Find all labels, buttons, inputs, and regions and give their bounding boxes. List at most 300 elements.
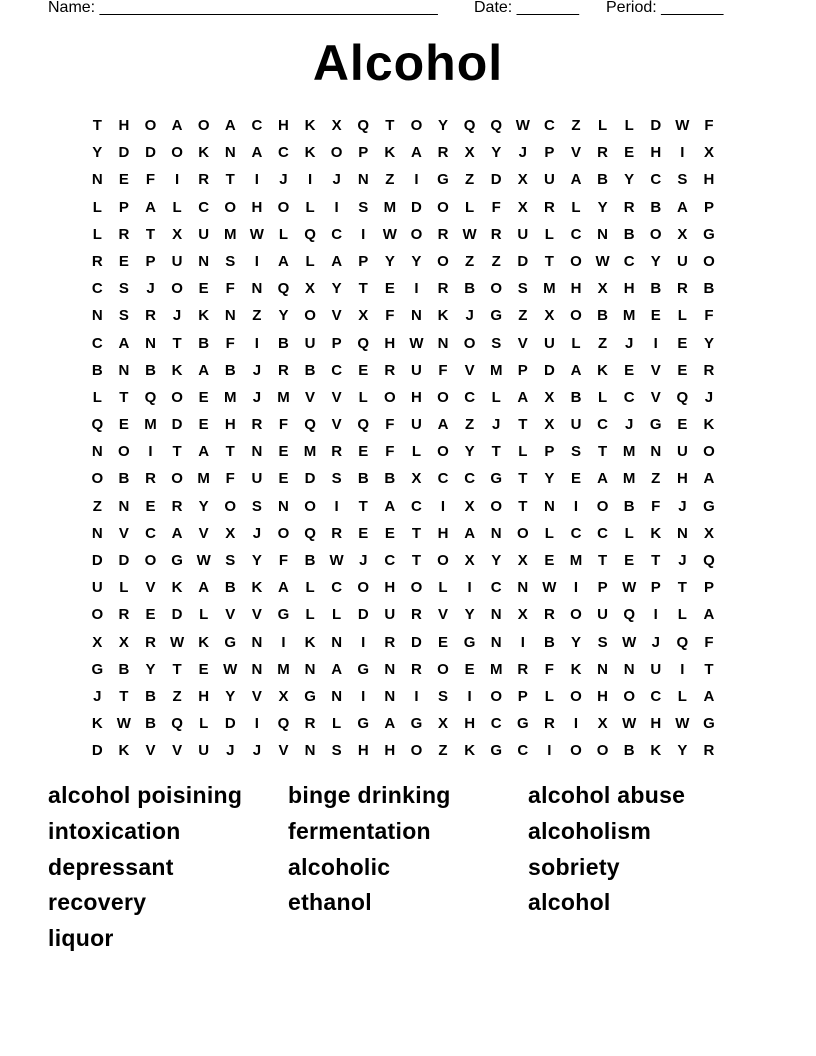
word-bank-item: recovery: [48, 889, 147, 916]
grid-letter: S: [225, 552, 236, 569]
grid-letter: U: [198, 225, 210, 243]
grid-letter: G: [490, 470, 503, 488]
grid-letter: R: [145, 307, 156, 325]
grid-letter: O: [410, 579, 423, 597]
grid-letter: O: [490, 497, 503, 515]
grid-letter: I: [174, 171, 180, 189]
word-bank-item: sobriety: [528, 853, 620, 880]
grid-letter: O: [118, 443, 130, 461]
grid-letter: E: [624, 144, 635, 162]
grid-letter: A: [118, 334, 130, 352]
grid-letter: H: [570, 280, 582, 298]
grid-letter: J: [465, 307, 474, 325]
grid-letter: T: [385, 117, 395, 134]
grid-letter: U: [597, 606, 608, 624]
grid-letter: A: [703, 470, 715, 488]
grid-letter: B: [224, 361, 236, 379]
grid-letter: T: [411, 524, 421, 542]
grid-letter: M: [224, 388, 237, 406]
grid-letter: V: [464, 361, 475, 379]
word-bank-item: depressant: [48, 853, 174, 880]
grid-letter: X: [305, 280, 316, 298]
grid-letter: R: [304, 715, 316, 733]
grid-letter: X: [278, 687, 289, 705]
grid-letter: I: [307, 171, 313, 189]
grid-letter: Q: [304, 524, 316, 542]
grid-letter: R: [145, 633, 156, 651]
grid-letter: I: [254, 252, 259, 270]
grid-letter: Q: [91, 416, 104, 434]
grid-letter: Q: [490, 117, 503, 134]
grid-letter: C: [464, 470, 476, 488]
grid-letter: R: [437, 225, 449, 243]
grid-letter: B: [570, 388, 582, 406]
grid-letter: J: [651, 633, 660, 651]
grid-letter: B: [304, 361, 316, 379]
grid-letter: R: [517, 660, 529, 678]
grid-letter: G: [490, 742, 503, 760]
grid-letter: R: [437, 280, 449, 298]
grid-letter: E: [384, 280, 395, 298]
grid-letter: C: [543, 117, 555, 134]
grid-letter: T: [172, 443, 182, 461]
grid-letter: S: [677, 171, 688, 189]
grid-letter: I: [680, 660, 685, 678]
grid-letter: N: [251, 633, 263, 651]
grid-letter: D: [224, 715, 236, 733]
grid-letter: A: [570, 361, 582, 379]
grid-letter: K: [304, 117, 316, 134]
grid-letter: K: [198, 144, 210, 162]
grid-letter: N: [251, 660, 263, 678]
grid-letter: O: [304, 307, 316, 325]
grid-letter: R: [171, 497, 183, 515]
grid-letter: H: [623, 280, 635, 298]
grid-letter: P: [358, 144, 369, 162]
grid-letter: G: [410, 715, 423, 733]
grid-letter: I: [573, 579, 579, 597]
grid-letter: G: [703, 497, 715, 515]
grid-letter: E: [384, 524, 395, 542]
grid-letter: C: [623, 388, 635, 406]
grid-letter: O: [330, 144, 343, 162]
grid-letter: O: [516, 524, 529, 542]
grid-letter: E: [570, 470, 581, 488]
grid-letter: H: [650, 144, 662, 162]
date-field: Date: _______: [474, 0, 579, 16]
grid-letter: L: [199, 715, 209, 733]
grid-letter: T: [92, 117, 102, 134]
grid-letter: E: [624, 552, 635, 569]
grid-letter: B: [384, 470, 396, 488]
grid-letter: R: [118, 606, 130, 624]
grid-letter: J: [625, 334, 634, 352]
grid-letter: J: [678, 552, 687, 569]
grid-letter: D: [304, 470, 316, 488]
word-bank-item: binge drinking: [288, 782, 451, 808]
grid-letter: N: [304, 660, 316, 678]
grid-letter: H: [384, 742, 396, 760]
grid-letter: Y: [145, 660, 156, 678]
grid-letter: L: [332, 715, 342, 733]
grid-letter: L: [358, 388, 368, 406]
grid-letter: F: [438, 361, 448, 379]
grid-letter: U: [543, 334, 555, 352]
word-bank-item: fermentation: [288, 817, 431, 844]
grid-letter: E: [198, 660, 209, 678]
grid-letter: I: [467, 687, 472, 705]
grid-letter: Y: [225, 687, 236, 705]
grid-letter: I: [440, 497, 446, 515]
grid-letter: O: [383, 388, 396, 406]
grid-letter: M: [277, 660, 290, 678]
grid-letter: L: [677, 606, 687, 624]
grid-letter: V: [198, 524, 209, 542]
grid-letter: B: [543, 633, 555, 651]
grid-letter: Y: [438, 117, 449, 134]
grid-letter: E: [118, 252, 129, 270]
grid-letter: E: [278, 470, 289, 488]
grid-letter: B: [597, 307, 608, 325]
grid-letter: V: [145, 579, 156, 597]
grid-letter: A: [517, 388, 529, 406]
grid-letter: S: [438, 687, 449, 705]
grid-letter: Z: [465, 252, 475, 270]
grid-letter: N: [357, 171, 369, 189]
grid-letter: Z: [92, 497, 102, 515]
grid-letter: B: [118, 660, 130, 678]
grid-letter: J: [252, 388, 262, 406]
grid-letter: N: [278, 497, 289, 515]
grid-letter: I: [520, 633, 525, 651]
grid-letter: A: [411, 144, 422, 162]
grid-letter: D: [411, 198, 422, 216]
grid-letter: V: [650, 361, 661, 379]
grid-letter: W: [675, 117, 690, 134]
grid-letter: B: [91, 361, 103, 379]
grid-letter: O: [171, 470, 183, 488]
grid-letter: V: [251, 687, 262, 705]
grid-letter: X: [464, 552, 475, 569]
grid-letter: Q: [304, 416, 316, 434]
grid-letter: D: [411, 633, 422, 651]
grid-letter: O: [570, 687, 582, 705]
grid-letter: G: [171, 552, 183, 569]
grid-letter: M: [569, 552, 583, 569]
grid-letter: V: [251, 606, 262, 624]
grid-letter: E: [464, 660, 475, 678]
grid-letter: J: [359, 552, 368, 569]
grid-letter: B: [278, 334, 289, 352]
grid-letter: P: [650, 579, 661, 597]
grid-letter: U: [543, 171, 555, 189]
grid-letter: E: [677, 361, 688, 379]
grid-letter: J: [279, 171, 288, 189]
grid-letter: J: [625, 416, 634, 434]
grid-letter: E: [358, 524, 369, 542]
grid-letter: W: [116, 715, 131, 733]
grid-letter: X: [597, 715, 608, 733]
grid-letter: B: [597, 171, 608, 189]
grid-letter: O: [570, 606, 582, 624]
grid-letter: O: [410, 117, 423, 134]
grid-letter: C: [251, 117, 263, 134]
grid-letter: O: [171, 280, 183, 298]
grid-letter: O: [171, 144, 183, 162]
grid-letter: N: [543, 497, 555, 515]
grid-letter: O: [304, 497, 316, 515]
grid-letter: G: [304, 687, 316, 705]
grid-letter: X: [517, 171, 528, 189]
grid-letter: D: [118, 144, 130, 162]
grid-letter: T: [518, 416, 528, 434]
grid-letter: X: [517, 552, 528, 569]
grid-letter: X: [597, 280, 608, 298]
grid-letter: A: [676, 198, 688, 216]
grid-letter: O: [410, 742, 423, 760]
grid-letter: X: [544, 307, 555, 325]
grid-letter: R: [703, 742, 715, 760]
grid-letter: T: [597, 552, 608, 569]
grid-letter: A: [198, 579, 210, 597]
grid-letter: N: [650, 443, 662, 461]
grid-letter: L: [92, 225, 102, 243]
grid-letter: Y: [570, 633, 581, 651]
word-bank-item: alcoholic: [288, 853, 391, 880]
grid-letter: Z: [172, 687, 182, 705]
grid-letter: M: [383, 198, 397, 216]
grid-letter: R: [543, 606, 555, 624]
grid-letter: X: [92, 633, 103, 651]
grid-letter: O: [437, 443, 449, 461]
grid-letter: E: [624, 361, 635, 379]
grid-letter: L: [544, 524, 554, 542]
grid-letter: V: [438, 606, 449, 624]
grid-letter: A: [703, 687, 715, 705]
grid-letter: O: [224, 198, 237, 216]
grid-letter: E: [438, 633, 449, 651]
grid-letter: B: [357, 470, 369, 488]
grid-letter: A: [597, 470, 608, 488]
grid-letter: O: [437, 552, 449, 569]
grid-letter: H: [384, 579, 396, 597]
grid-letter: S: [331, 742, 342, 760]
grid-letter: I: [254, 715, 259, 733]
grid-letter: Y: [278, 307, 289, 325]
grid-letter: C: [278, 144, 289, 162]
grid-letter: P: [358, 252, 369, 270]
grid-letter: G: [490, 307, 503, 325]
grid-letter: Y: [331, 280, 342, 298]
grid-letter: N: [676, 524, 688, 542]
grid-letter: E: [677, 334, 688, 352]
grid-letter: X: [464, 497, 475, 515]
word-bank-item: intoxication: [48, 817, 181, 844]
grid-letter: T: [358, 497, 368, 515]
grid-letter: O: [224, 497, 237, 515]
grid-letter: Z: [465, 171, 475, 189]
grid-letter: H: [650, 715, 662, 733]
grid-letter: L: [597, 388, 608, 406]
grid-letter: J: [93, 687, 102, 705]
grid-letter: L: [92, 198, 102, 216]
grid-letter: R: [543, 715, 555, 733]
grid-letter: I: [414, 687, 419, 705]
grid-letter: X: [703, 144, 714, 162]
grid-letter: J: [252, 524, 262, 542]
grid-letter: Y: [624, 171, 635, 189]
grid-letter: K: [597, 361, 608, 379]
grid-letter: N: [91, 171, 103, 189]
grid-letter: A: [331, 252, 343, 270]
grid-letter: O: [171, 388, 183, 406]
grid-letter: B: [464, 280, 476, 298]
grid-letter: R: [145, 470, 156, 488]
grid-letter: R: [118, 225, 130, 243]
grid-letter: A: [278, 579, 289, 597]
grid-letter: P: [544, 144, 555, 162]
grid-letter: W: [249, 225, 264, 243]
grid-letter: O: [490, 280, 503, 298]
grid-letter: R: [331, 524, 343, 542]
grid-letter: C: [437, 470, 449, 488]
grid-letter: S: [491, 334, 502, 352]
grid-letter: Y: [650, 252, 661, 270]
grid-letter: R: [490, 225, 502, 243]
grid-letter: W: [595, 252, 610, 270]
grid-letter: E: [278, 443, 289, 461]
grid-letter: G: [703, 225, 715, 243]
grid-letter: X: [411, 470, 422, 488]
grid-letter: L: [199, 606, 209, 624]
grid-letter: Q: [357, 416, 370, 434]
grid-letter: P: [703, 579, 714, 597]
grid-letter: N: [411, 307, 422, 325]
grid-letter: C: [517, 742, 529, 760]
grid-letter: Y: [411, 252, 422, 270]
grid-letter: B: [145, 361, 156, 379]
grid-letter: S: [358, 198, 369, 216]
grid-letter: U: [384, 606, 396, 624]
grid-letter: D: [91, 552, 103, 569]
grid-letter: N: [331, 687, 343, 705]
grid-letter: E: [198, 280, 209, 298]
word-bank-item: alcohol poisining: [48, 782, 243, 808]
grid-letter: P: [544, 443, 555, 461]
grid-letter: D: [650, 117, 662, 134]
grid-letter: R: [198, 171, 210, 189]
grid-letter: B: [224, 579, 236, 597]
grid-letter: L: [305, 579, 315, 597]
grid-letter: E: [358, 361, 369, 379]
page-title: Alcohol: [312, 35, 504, 91]
grid-letter: L: [677, 687, 687, 705]
grid-letter: L: [305, 252, 315, 270]
grid-letter: O: [596, 742, 609, 760]
grid-letter: K: [198, 633, 210, 651]
grid-letter: C: [331, 579, 343, 597]
grid-letter: I: [573, 715, 579, 733]
grid-letter: R: [411, 606, 422, 624]
grid-letter: N: [251, 280, 263, 298]
grid-letter: R: [437, 144, 449, 162]
grid-letter: S: [225, 252, 236, 270]
grid-letter: Z: [385, 171, 395, 189]
grid-letter: S: [570, 443, 581, 461]
grid-letter: K: [650, 524, 662, 542]
grid-letter: V: [331, 307, 342, 325]
grid-letter: J: [146, 280, 155, 298]
grid-letter: A: [278, 252, 289, 270]
grid-letter: O: [570, 742, 582, 760]
grid-letter: G: [91, 660, 104, 678]
grid-letter: D: [171, 606, 183, 624]
word-search-grid: [84, 112, 722, 765]
grid-letter: N: [331, 633, 343, 651]
grid-letter: L: [172, 198, 182, 216]
grid-letter: G: [703, 715, 715, 733]
grid-letter: S: [118, 280, 129, 298]
word-bank: [48, 778, 768, 957]
grid-letter: K: [437, 307, 449, 325]
word-bank-item: liquor: [48, 925, 114, 952]
grid-letter: I: [254, 334, 259, 352]
grid-letter: A: [198, 361, 210, 379]
grid-letter: K: [703, 416, 715, 434]
grid-letter: V: [225, 606, 236, 624]
grid-letter: I: [281, 633, 286, 651]
grid-letter: N: [384, 660, 396, 678]
grid-letter: Q: [676, 388, 689, 406]
grid-letter: L: [677, 307, 687, 325]
grid-letter: T: [491, 443, 501, 461]
grid-letter: T: [119, 687, 129, 705]
grid-letter: H: [703, 171, 715, 189]
grid-letter: M: [224, 225, 237, 243]
grid-letter: U: [411, 416, 422, 434]
grid-letter: F: [278, 416, 289, 434]
grid-letter: J: [172, 307, 182, 325]
grid-letter: E: [677, 416, 688, 434]
grid-letter: I: [467, 579, 472, 597]
grid-letter: H: [411, 388, 422, 406]
grid-letter: L: [278, 225, 289, 243]
grid-letter: G: [463, 633, 476, 651]
grid-letter: T: [225, 171, 235, 189]
grid-letter: X: [517, 198, 528, 216]
grid-letter: U: [650, 660, 662, 678]
grid-letter: L: [119, 579, 129, 597]
grid-letter: T: [544, 252, 554, 270]
grid-letter: M: [303, 443, 317, 461]
grid-letter: F: [225, 334, 235, 352]
grid-letter: W: [409, 334, 424, 352]
grid-letter: I: [653, 334, 658, 352]
grid-letter: R: [331, 443, 343, 461]
grid-letter: X: [358, 307, 369, 325]
grid-letter: L: [465, 198, 475, 216]
grid-letter: J: [704, 388, 714, 406]
grid-letter: R: [251, 416, 263, 434]
grid-letter: W: [329, 552, 344, 569]
grid-letter: I: [254, 171, 259, 189]
grid-letter: G: [649, 416, 662, 434]
grid-letter: O: [91, 470, 104, 488]
grid-letter: O: [437, 660, 449, 678]
word-bank-item: ethanol: [288, 889, 372, 916]
grid-letter: X: [544, 388, 555, 406]
grid-letter: L: [491, 388, 501, 406]
